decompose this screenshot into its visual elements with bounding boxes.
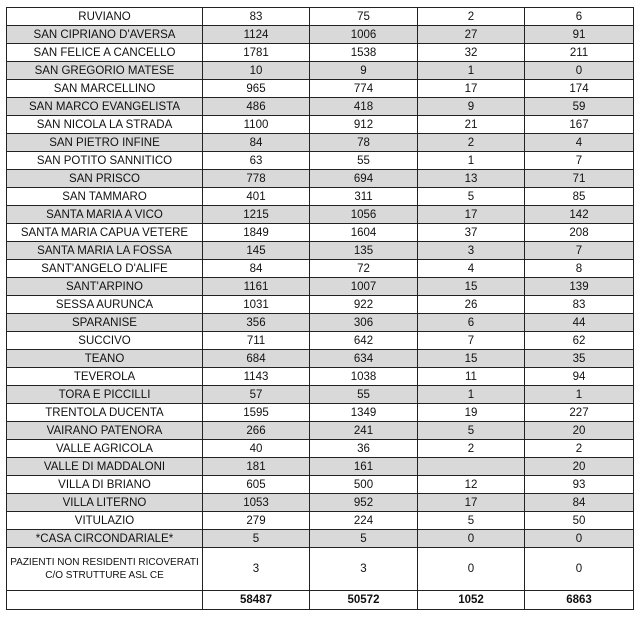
table-row [7, 44, 634, 62]
table-row [7, 440, 634, 458]
value-cell-2: 224 [310, 512, 418, 530]
municipality-cell: SAN FELICE A CANCELLO [7, 44, 203, 62]
value-cell-3: 5 [418, 512, 525, 530]
municipality-cell: SANT'ARPINO [7, 278, 203, 296]
table-row [7, 314, 634, 332]
municipality-cell: SANTA MARIA CAPUA VETERE [7, 224, 203, 242]
municipality-cell: VILLA DI BRIANO [7, 476, 203, 494]
municipality-cell: SESSA AURUNCA [7, 296, 203, 314]
value-cell-2: 5 [310, 530, 418, 548]
table-row [7, 332, 634, 350]
value-cell-1: 40 [203, 440, 310, 458]
value-cell-3: 19 [418, 404, 525, 422]
value-cell-3: 17 [418, 206, 525, 224]
value-cell-4: 71 [525, 170, 634, 188]
value-cell-4: 83 [525, 296, 634, 314]
municipality-cell: SPARANISE [7, 314, 203, 332]
value-cell-2: 694 [310, 170, 418, 188]
value-cell-1: 181 [203, 458, 310, 476]
value-cell-4: 84 [525, 494, 634, 512]
value-cell-2: 1006 [310, 26, 418, 44]
municipality-cell: PAZIENTI NON RESIDENTI RICOVERATI C/O STRUTTURE ASL CE [7, 548, 203, 591]
municipality-cell: VILLA LITERNO [7, 494, 203, 512]
table-row [7, 368, 634, 386]
value-cell-1: 1031 [203, 296, 310, 314]
value-cell-4: 6 [525, 8, 634, 26]
value-cell-3: 1 [418, 152, 525, 170]
value-cell-2: 1538 [310, 44, 418, 62]
value-cell-1: 5 [203, 530, 310, 548]
value-cell-4: 1 [525, 386, 634, 404]
value-cell-4: 94 [525, 368, 634, 386]
municipality-cell: VITULAZIO [7, 512, 203, 530]
value-cell-4: 211 [525, 44, 634, 62]
value-cell-3: 0 [418, 548, 525, 591]
municipality-cell: SAN TAMMARO [7, 188, 203, 206]
value-cell-2: 634 [310, 350, 418, 368]
value-cell-2: 36 [310, 440, 418, 458]
value-cell-3: 5 [418, 422, 525, 440]
total-cell-2: 50572 [310, 591, 418, 610]
value-cell-4: 20 [525, 422, 634, 440]
value-cell-3 [418, 458, 525, 476]
municipality-cell: TORA E PICCILLI [7, 386, 203, 404]
value-cell-4: 44 [525, 314, 634, 332]
value-cell-3: 17 [418, 80, 525, 98]
municipality-cell: *CASA CIRCONDARIALE* [7, 530, 203, 548]
value-cell-3: 5 [418, 188, 525, 206]
value-cell-4: 0 [525, 530, 634, 548]
value-cell-1: 486 [203, 98, 310, 116]
value-cell-1: 1053 [203, 494, 310, 512]
value-cell-3: 1 [418, 62, 525, 80]
value-cell-2: 774 [310, 80, 418, 98]
table-row [7, 62, 634, 80]
value-cell-3: 6 [418, 314, 525, 332]
table-row [7, 8, 634, 26]
municipality-cell: SAN PIETRO INFINE [7, 134, 203, 152]
value-cell-2: 1349 [310, 404, 418, 422]
value-cell-4: 62 [525, 332, 634, 350]
value-cell-4: 7 [525, 152, 634, 170]
table-row [7, 458, 634, 476]
value-cell-3: 15 [418, 350, 525, 368]
value-cell-3: 9 [418, 98, 525, 116]
value-cell-2: 922 [310, 296, 418, 314]
value-cell-4: 167 [525, 116, 634, 134]
municipality-cell: SAN CIPRIANO D'AVERSA [7, 26, 203, 44]
municipality-cell: SAN NICOLA LA STRADA [7, 116, 203, 134]
value-cell-4: 174 [525, 80, 634, 98]
table-row [7, 116, 634, 134]
value-cell-4: 50 [525, 512, 634, 530]
value-cell-3: 1 [418, 386, 525, 404]
table-row [7, 134, 634, 152]
value-cell-2: 241 [310, 422, 418, 440]
municipality-cell: SANTA MARIA LA FOSSA [7, 242, 203, 260]
table-row [7, 386, 634, 404]
value-cell-1: 778 [203, 170, 310, 188]
value-cell-1: 1143 [203, 368, 310, 386]
table-row [7, 278, 634, 296]
table-body [7, 8, 634, 610]
value-cell-4: 85 [525, 188, 634, 206]
value-cell-1: 401 [203, 188, 310, 206]
municipality-cell: TEANO [7, 350, 203, 368]
value-cell-3: 12 [418, 476, 525, 494]
value-cell-2: 952 [310, 494, 418, 512]
table-row [7, 80, 634, 98]
value-cell-3: 32 [418, 44, 525, 62]
value-cell-3: 26 [418, 296, 525, 314]
value-cell-3: 4 [418, 260, 525, 278]
value-cell-2: 642 [310, 332, 418, 350]
value-cell-2: 55 [310, 152, 418, 170]
value-cell-3: 21 [418, 116, 525, 134]
table-row [7, 548, 634, 591]
table-row [7, 404, 634, 422]
table-row [7, 152, 634, 170]
value-cell-2: 1007 [310, 278, 418, 296]
value-cell-2: 500 [310, 476, 418, 494]
value-cell-1: 711 [203, 332, 310, 350]
value-cell-1: 965 [203, 80, 310, 98]
value-cell-3: 3 [418, 242, 525, 260]
municipality-cell: RUVIANO [7, 8, 203, 26]
value-cell-2: 1604 [310, 224, 418, 242]
table-row [7, 350, 634, 368]
municipality-data-table [6, 7, 634, 610]
municipality-cell: SAN MARCELLINO [7, 80, 203, 98]
value-cell-3: 17 [418, 494, 525, 512]
value-cell-2: 912 [310, 116, 418, 134]
value-cell-1: 1595 [203, 404, 310, 422]
value-cell-1: 145 [203, 242, 310, 260]
municipality-cell: SANTA MARIA A VICO [7, 206, 203, 224]
value-cell-1: 83 [203, 8, 310, 26]
value-cell-2: 311 [310, 188, 418, 206]
value-cell-3: 0 [418, 530, 525, 548]
value-cell-3: 2 [418, 8, 525, 26]
value-cell-2: 418 [310, 98, 418, 116]
value-cell-1: 1215 [203, 206, 310, 224]
value-cell-1: 1161 [203, 278, 310, 296]
table-row [7, 296, 634, 314]
municipality-cell: SAN POTITO SANNITICO [7, 152, 203, 170]
value-cell-3: 27 [418, 26, 525, 44]
table-row [7, 476, 634, 494]
municipality-cell: VALLE AGRICOLA [7, 440, 203, 458]
value-cell-4: 59 [525, 98, 634, 116]
value-cell-2: 1038 [310, 368, 418, 386]
table-row [7, 422, 634, 440]
table-row [7, 224, 634, 242]
municipality-cell: TEVEROLA [7, 368, 203, 386]
value-cell-4: 139 [525, 278, 634, 296]
value-cell-1: 356 [203, 314, 310, 332]
value-cell-4: 93 [525, 476, 634, 494]
total-cell-3: 1052 [418, 591, 525, 610]
value-cell-2: 306 [310, 314, 418, 332]
value-cell-1: 1124 [203, 26, 310, 44]
value-cell-4: 35 [525, 350, 634, 368]
municipality-cell: SAN PRISCO [7, 170, 203, 188]
value-cell-1: 84 [203, 134, 310, 152]
table-row [7, 206, 634, 224]
value-cell-2: 1056 [310, 206, 418, 224]
municipality-cell: VAIRANO PATENORA [7, 422, 203, 440]
municipality-cell: VALLE DI MADDALONI [7, 458, 203, 476]
value-cell-4: 0 [525, 62, 634, 80]
value-cell-4: 8 [525, 260, 634, 278]
value-cell-1: 84 [203, 260, 310, 278]
total-cell-4: 6863 [525, 591, 634, 610]
value-cell-4: 91 [525, 26, 634, 44]
value-cell-2: 135 [310, 242, 418, 260]
value-cell-3: 11 [418, 368, 525, 386]
value-cell-1: 10 [203, 62, 310, 80]
value-cell-1: 63 [203, 152, 310, 170]
municipality-cell: SAN GREGORIO MATESE [7, 62, 203, 80]
value-cell-3: 13 [418, 170, 525, 188]
value-cell-2: 161 [310, 458, 418, 476]
table-row [7, 494, 634, 512]
value-cell-3: 7 [418, 332, 525, 350]
value-cell-3: 37 [418, 224, 525, 242]
totals-label-cell [7, 591, 203, 610]
value-cell-4: 142 [525, 206, 634, 224]
value-cell-2: 78 [310, 134, 418, 152]
table-row [7, 260, 634, 278]
value-cell-2: 3 [310, 548, 418, 591]
value-cell-2: 75 [310, 8, 418, 26]
municipality-cell: SAN MARCO EVANGELISTA [7, 98, 203, 116]
value-cell-1: 3 [203, 548, 310, 591]
value-cell-4: 20 [525, 458, 634, 476]
value-cell-1: 1781 [203, 44, 310, 62]
table-row [7, 188, 634, 206]
table-container [6, 7, 634, 610]
table-row [7, 98, 634, 116]
value-cell-4: 2 [525, 440, 634, 458]
municipality-cell: SANT'ANGELO D'ALIFE [7, 260, 203, 278]
value-cell-2: 55 [310, 386, 418, 404]
totals-row [7, 591, 634, 610]
municipality-cell: SUCCIVO [7, 332, 203, 350]
value-cell-1: 279 [203, 512, 310, 530]
value-cell-4: 227 [525, 404, 634, 422]
value-cell-4: 0 [525, 548, 634, 591]
value-cell-4: 208 [525, 224, 634, 242]
value-cell-2: 72 [310, 260, 418, 278]
table-row [7, 530, 634, 548]
value-cell-1: 57 [203, 386, 310, 404]
value-cell-1: 605 [203, 476, 310, 494]
table-row [7, 242, 634, 260]
municipality-cell: TRENTOLA DUCENTA [7, 404, 203, 422]
value-cell-1: 1849 [203, 224, 310, 242]
value-cell-1: 1100 [203, 116, 310, 134]
value-cell-3: 15 [418, 278, 525, 296]
value-cell-4: 4 [525, 134, 634, 152]
table-row [7, 26, 634, 44]
table-row [7, 512, 634, 530]
value-cell-3: 2 [418, 440, 525, 458]
value-cell-1: 684 [203, 350, 310, 368]
value-cell-4: 7 [525, 242, 634, 260]
value-cell-3: 2 [418, 134, 525, 152]
value-cell-2: 9 [310, 62, 418, 80]
total-cell-1: 58487 [203, 591, 310, 610]
value-cell-1: 266 [203, 422, 310, 440]
table-row [7, 170, 634, 188]
